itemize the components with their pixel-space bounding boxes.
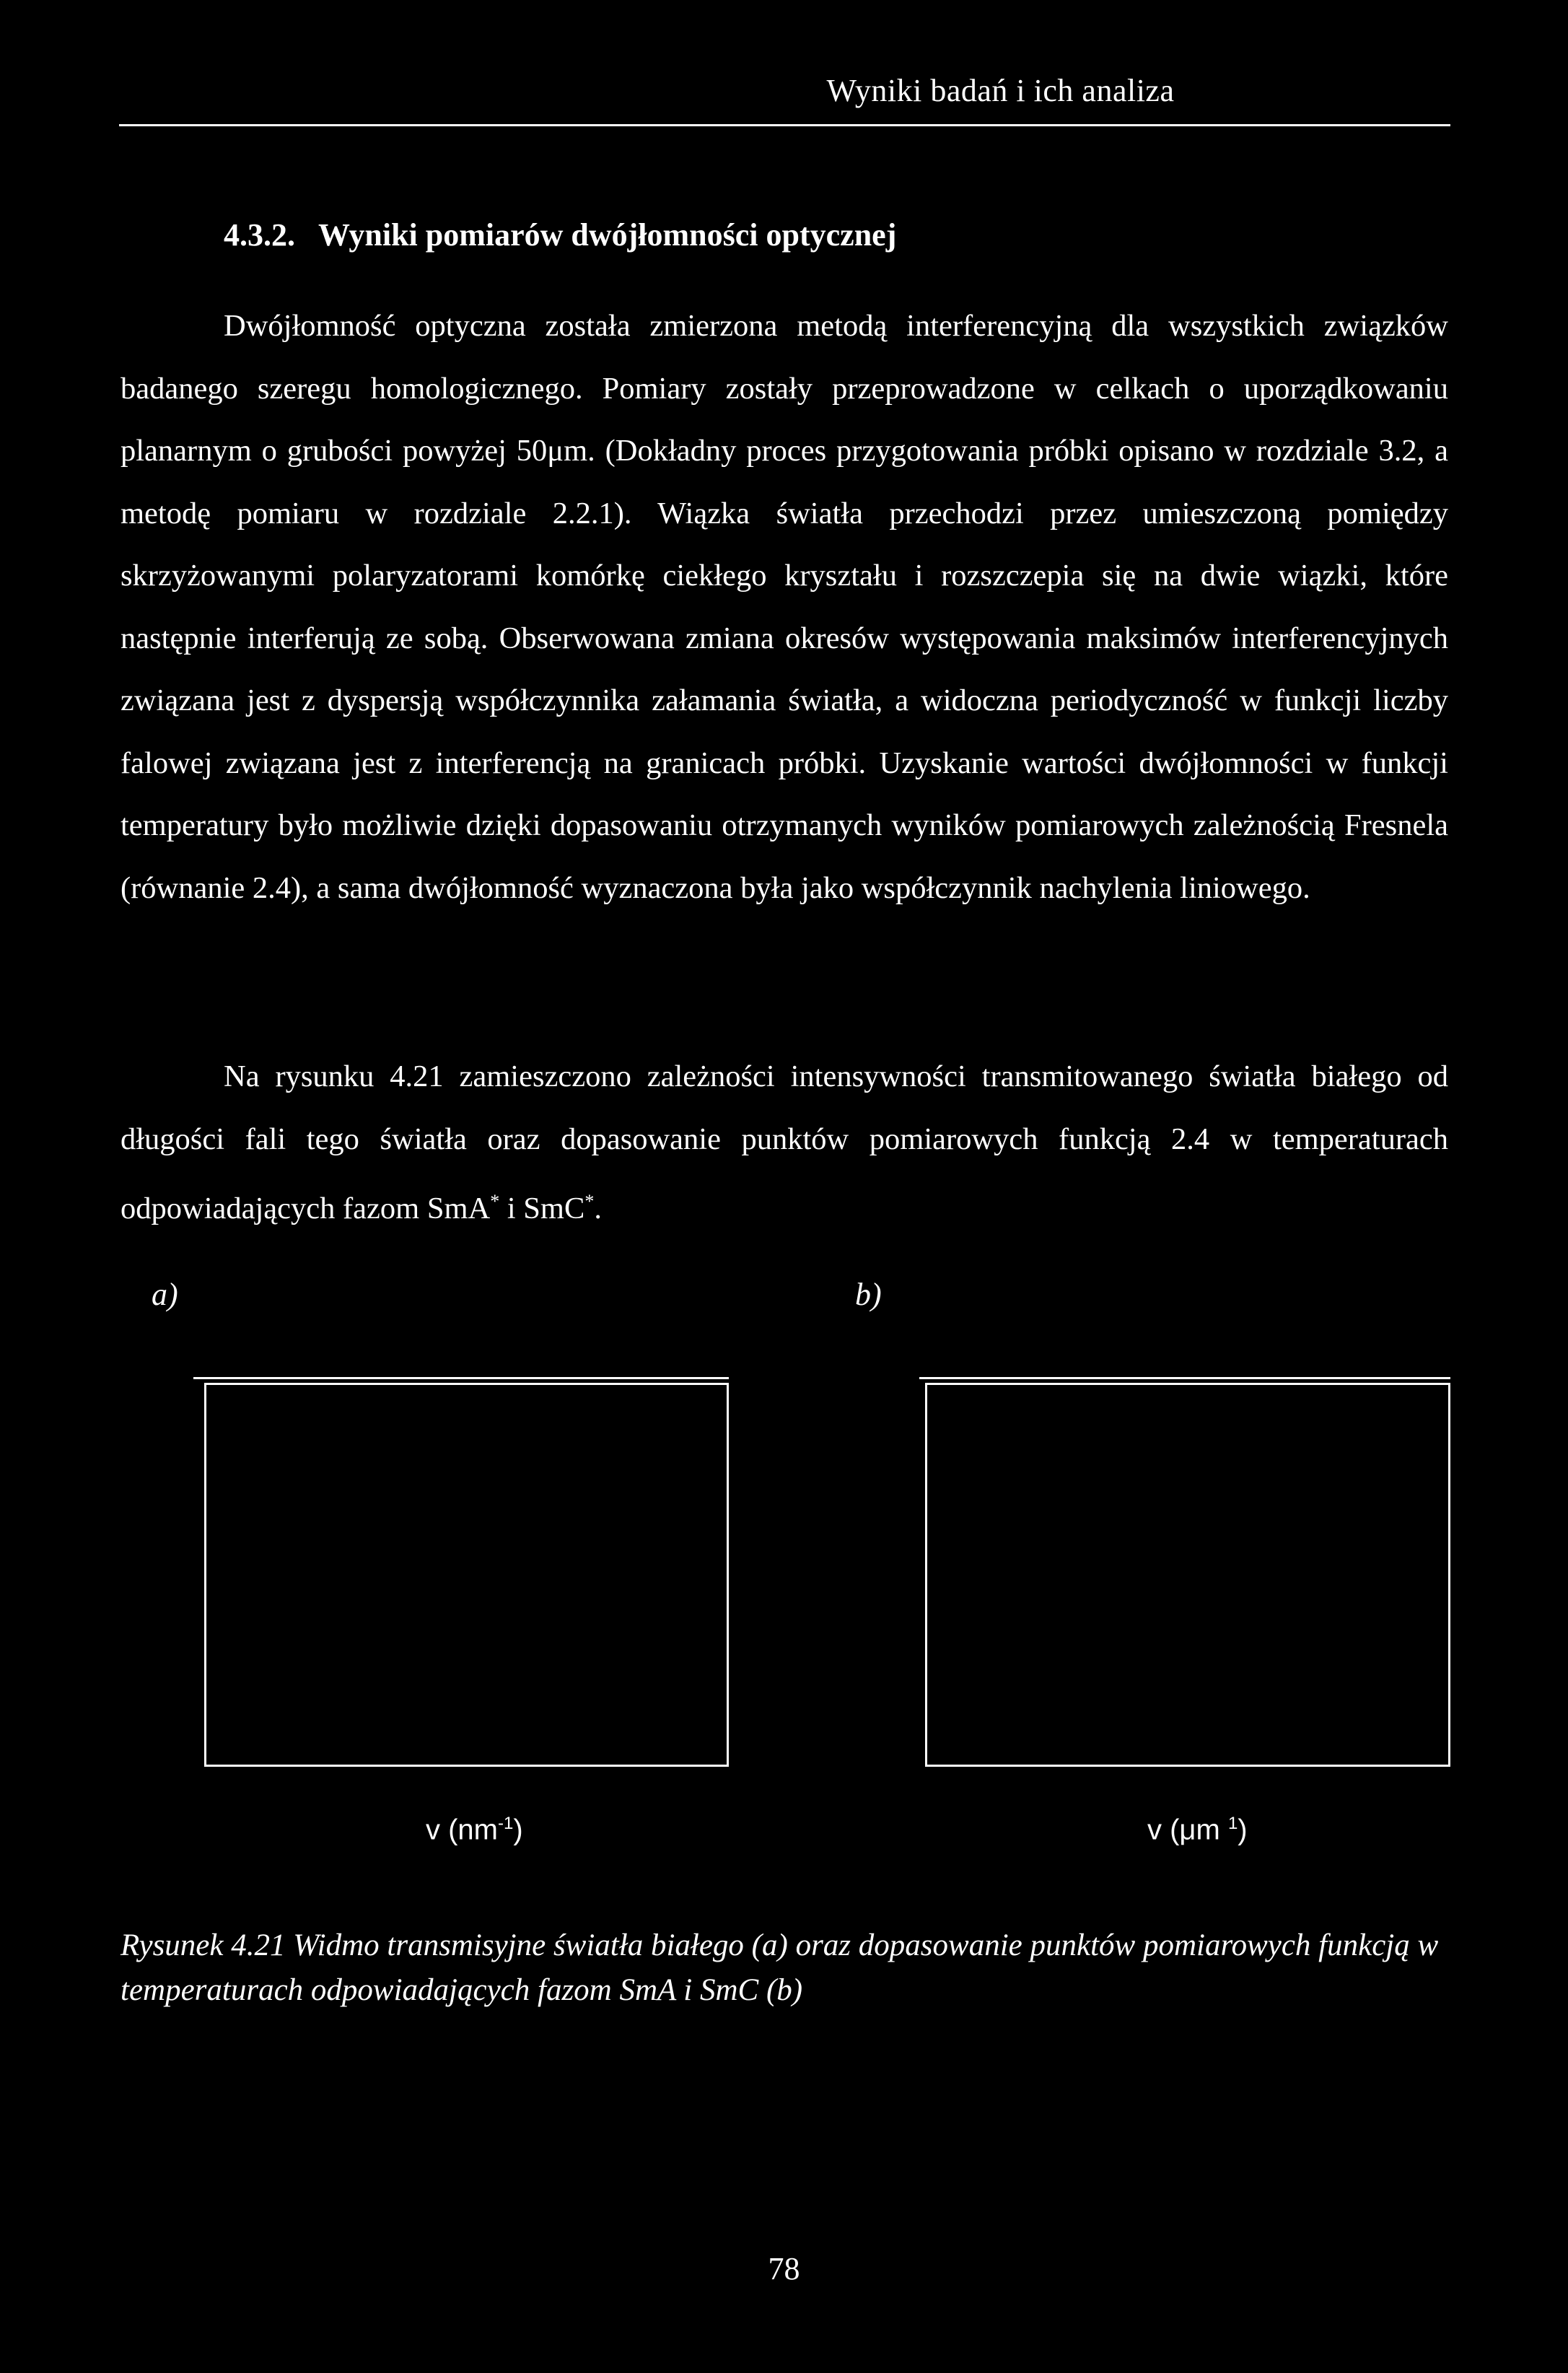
panel-b-x-axis-label: v (μm $^1$) [1147,1814,1248,1846]
superscript-star: * [490,1191,500,1212]
panel-b-top-line [919,1377,1450,1379]
paragraph-text: i SmC [499,1192,585,1226]
section-heading [224,217,896,253]
panel-a-plot-frame [204,1383,729,1767]
panel-a-label: a) [152,1277,178,1312]
paragraph-text: Na rysunku 4.21 zamieszczono zależności intensywności transmitowanego światła białego od długości fali tego światła oraz dopasowanie punktów pomiarowych funkcją 2.4 w temperaturach odpowiadających fazom SmA [121,1059,1448,1226]
body-paragraph [121,1046,1448,1241]
running-header [0,72,1568,109]
panel-b-label: b) [855,1277,882,1312]
panel-b-plot-frame [925,1383,1450,1767]
paragraph-text: . [594,1192,602,1226]
section-title: Wyniki pomiarów dwójłomności optycznej [318,217,897,253]
page-number: 78 [768,2251,800,2286]
body-paragraph: Dwójłomność optyczna została zmierzona metodą interferencyjną dla wszystkich związków badanego szeregu homologicznego. Pomiary zostały przeprowadzone w celkach o uporządkowaniu planarnym o grubości powyżej 50μm. (Dokładny proces przygotowania próbki opisano w rozdziale 3.2, a metodę pomiaru w rozdziale 2.2.1). Wiązka światła przechodzi przez umieszczoną pomiędzy skrzyżowanymi polaryzatorami komórkę ciekłego kryształu i rozszczepia się na dwie wiązki, które następnie interferują ze sobą. Obserwowana zmiana okresów występowania maksimów interferencyjnych związana jest z dyspersją współczynnika załamania światła, a widoczna periodyczność w funkcji liczby falowej związana jest z interferencją na granicach próbki. Uzyskanie wartości dwójłomności w funkcji temperatury było możliwie dzięki dopasowaniu otrzymanych wyników pomiarowych zależnością Fresnela (równanie 2.4), a sama dwójłomność wyznaczona była jako współczynnik nachylenia liniowego. [121,309,1448,905]
panel-a-top-line [193,1377,729,1379]
superscript-star: * [584,1191,595,1212]
figure-caption: Rysunek 4.21 Widmo transmisyjne światła białego (a) oraz dopasowanie punktów pomiarowych funkcją w temperaturach odpowiadających fazom SmA i SmC (b) [121,1928,1439,2007]
section-number: 4.3.2. [224,217,295,253]
running-title: Wyniki badań i ich analiza [826,73,1175,108]
header-rule [119,124,1450,126]
panel-a-x-axis-label: v $(nm^{-1})$ [426,1814,523,1846]
